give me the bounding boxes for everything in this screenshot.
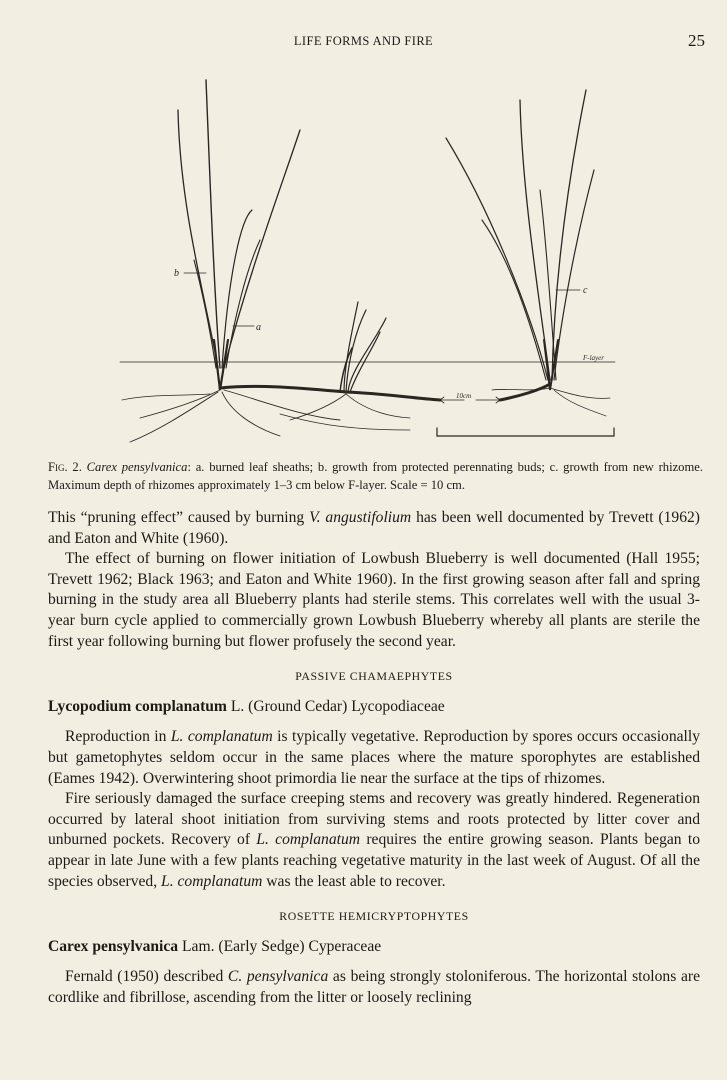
- figure-caption: [48, 458, 703, 494]
- body-text: [48, 508, 700, 1008]
- caption-text: : a. burned leaf sheaths; b. growth from protected perennating buds; c. growth from new rhizome. Maximum depth of rhizomes approximately 1–3 cm below F-layer. Scale = 10 cm.: [48, 460, 704, 492]
- species-heading-lycopodium: Lycopodium complanatum L. (Ground Cedar) Lycopodiaceae: [48, 697, 445, 715]
- section-heading-rosette-hemicryptophytes: ROSETTE HEMICRYPTOPHYTES: [279, 909, 469, 924]
- scale-bar: [437, 428, 614, 436]
- caption-species: Carex pensylvanica: [86, 460, 188, 474]
- label-gap-distance: 10cm: [456, 392, 472, 400]
- figure-sedge-illustration: [110, 70, 630, 450]
- species-heading-carex: Carex pensylvanica Lam. (Early Sedge) Cyperaceae: [48, 937, 382, 955]
- running-head: LIFE FORMS AND FIRE: [293, 34, 434, 48]
- paragraph-reproduction: Reproduction in L. complanatum is typically vegetative. Reproduction by spores occurs occasionally but gametophytes seldom occur in the same places where the mature sporophytes are established (Eames 1942). Overwintering shoot primordia lie near the surface at the tips of rhizomes.: [48, 728, 700, 787]
- label-a: a: [256, 322, 261, 333]
- paragraph-pruning: This “pruning effect” caused by burning V. angustifolium has been well documented by Trevett (1962) and Eaton and White (1960).: [48, 509, 700, 547]
- caption-fig-label: Fig. 2.: [48, 460, 82, 474]
- paragraph-stoloniferous: Fernald (1950) described C. pensylvanica as being strongly stoloniferous. The horizontal stolons are cordlike and fibrillose, ascending from the litter or loosely reclining: [48, 968, 700, 1006]
- label-c: c: [583, 285, 588, 296]
- label-b: b: [174, 268, 179, 279]
- paragraph-flower-initiation: The effect of burning on flower initiation of Lowbush Blueberry is well documented (Hall 1955; Trevett 1962; Black 1963; and Eaton and White 1960). In the first growing season after fall and spring burning in the study area all Blueberry plants had sterile stems. This correlates well with the usual 3-year burn cycle applied to commercially grown Lowbush Blueberry whereby all plants are sterile the first year following burning but flower profusely the second year.: [48, 550, 700, 650]
- page-number: 25: [688, 31, 705, 50]
- section-heading-passive-chamaephytes: PASSIVE CHAMAEPHYTES: [295, 669, 453, 684]
- sedge-drawing: [110, 70, 630, 450]
- paragraph-fire-damage: Fire seriously damaged the surface creeping stems and recovery was greatly hindered. Regeneration occurred by lateral shoot initiation from surviving stems and roots protected by litter cover and unburned pockets. Recovery of L. complanatum requires the entire growing season. Plants began to appear in late June with a few plants reaching vegetative maturity in the last week of August. Of all the species observed, L. complanatum was the least able to recover.: [48, 790, 701, 890]
- label-f-layer: F-layer: [583, 354, 604, 362]
